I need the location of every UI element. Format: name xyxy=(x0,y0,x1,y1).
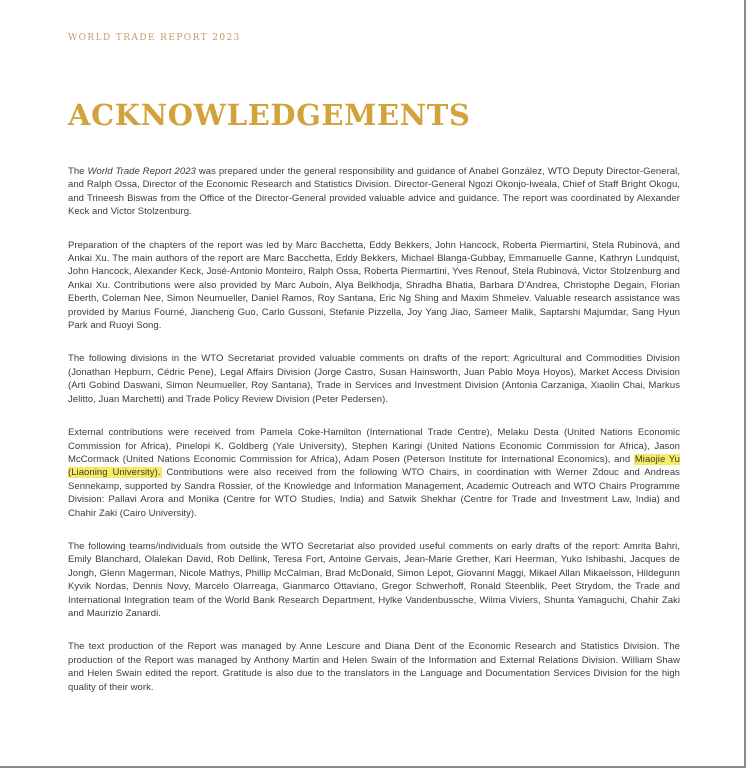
text-segment: Preparation of the chapters of the report was led by Marc Bacchetta, Eddy Bekkers, John Hancock, Roberta Piermartini, Stela Rubinová, and Ankai Xu. The main authors of the report are Marc Bacchetta, Eddy Bekkers, Michael Blanga-Gubbay, Emmanuelle Ganne, Kathryn Lundquist, John Hancock, Alexander Keck, José-Antonio Monteiro, Ralph Ossa, Roberta Piermartini, Yves Renouf, Stela Rubinová, Victor Stolzenburg and Ankai Xu. Contributions were also provided by Marc Auboin, Alya Belkhodja, Shradha Bhatia, Barbara D'Andrea, Christophe Degain, Florian Eberth, Coleman Nee, Simon Neumueller, Daniel Ramos, Roy Santana, Eric Ng Shing and Maxim Shmelev. Valuable research assistance was provided by Marius Fourné, Jiancheng Guo, Carlo Gussoni, Stefanie Pizzella, Joy Yang Jiao, Sameer Malik, Saptarshi Majumdar, Sang Hyun Park and Ruoyi Song. xyxy=(68,239,680,332)
paragraph xyxy=(68,540,680,620)
paragraph xyxy=(68,239,680,333)
text-segment: was prepared under the general responsibility and guidance of Anabel González, WTO Deputy Director-General, and Ralph Ossa, Director of the Economic Research and Statistics Division. Director-General Ngozi Okonjo-Iweala, Chief of Staff Bright Okogu, and Trineesh Biswas from the Office of the Director-General provided valuable advice and guidance. The report was coordinated by Alexander Keck and Victor Stolzenburg. xyxy=(68,166,680,218)
paragraph xyxy=(68,426,680,520)
text-segment: The xyxy=(68,166,88,177)
report-header-label: WORLD TRADE REPORT 2023 xyxy=(68,33,241,43)
paragraph xyxy=(68,640,680,694)
text-segment: The text production of the Report was managed by Anne Lescure and Diana Dent of the Economic Research and Statistics Division. The production of the Report was managed by Anthony Martin and Helen Swain of the Information and External Relations Division. William Shaw and Helen Swain edited the report. Gratitude is also due to the translators in the Language and Documentation Services Division for the high quality of their work. xyxy=(68,641,680,693)
highlighted-text: Miaojie Yu (Liaoning University). xyxy=(68,453,680,479)
acknowledgements-text xyxy=(68,165,680,694)
paragraph xyxy=(68,352,680,406)
page-title: ACKNOWLEDGEMENTS xyxy=(68,98,471,132)
text-segment: The following divisions in the WTO Secretariat provided valuable comments on drafts of the report: Agricultural and Commodities Division (Jonathan Hepburn, Cédric Pene), Legal Affairs Division (Jorge Castro, Susan Hainsworth, Juan Pablo Moya Hoyos), Market Access Division (Arti Gobind Daswani, Simon Neumueller, Roy Santana), Trade in Services and Investment Division (Antonia Carzaniga, Xiaolin Chai, Markus Jelitto, Juan Marchetti) and Trade Policy Review Division (Peter Pedersen). xyxy=(68,353,680,405)
text-segment: World Trade Report 2023 xyxy=(87,166,196,177)
text-segment: The following teams/individuals from outside the WTO Secretariat also provided useful comments on early drafts of the report: Amrita Bahri, Emily Blanchard, Olalekan David, Rob Dellink, Teresa Fort, Antoine Gervais, Jean-Marie Grether, Kari Heerman, Yuko Ishibashi, Jacques de Jongh, Glenn Magerman, Nicole Mathys, Phillip McCalman, Brad McDonald, Simon Lepot, Giovanni Maggi, Mikael Allan Mikaelsson, Hildegunn Kyvik Nordas, Dennis Novy, Marcelo Olarreaga, Gianmarco Ottaviano, Gregor Schwerhoff, Ronald Steenblik, Peet Strydom, the Trade and International Integration team of the World Bank Research Department, Hylke Vandenbussche, Wilma Viviers, Shunta Yamaguchi, Chahir Zaki and Maurizio Zanardi. xyxy=(68,540,680,619)
paragraph xyxy=(68,165,680,219)
text-segment: Contributions were also received from the following WTO Chairs, in coordination with Werner Zdouc and Andreas Sennekamp, supported by Sandra Rossier, of the Knowledge and Information Management, Academic Outreach and WTO Chairs Programme Division: Pallavi Arora and Monika (Centre for WTO Studies, India) and Satwik Shekhar (Centre for Trade and Investment Law, India) and Chahir Zaki (Cairo University). xyxy=(68,467,680,519)
text-segment: External contributions were received from Pamela Coke-Hamilton (International Trade Centre), Melaku Desta (United Nations Economic Commission for Africa), Pinelopi K. Goldberg (Yale University), Stephen Karingi (United Nations Economic Commission for Africa), Jason McCormack (United Nations Economic Commission for Africa), Adam Posen (Peterson Institute for International Economics), and xyxy=(68,427,680,465)
